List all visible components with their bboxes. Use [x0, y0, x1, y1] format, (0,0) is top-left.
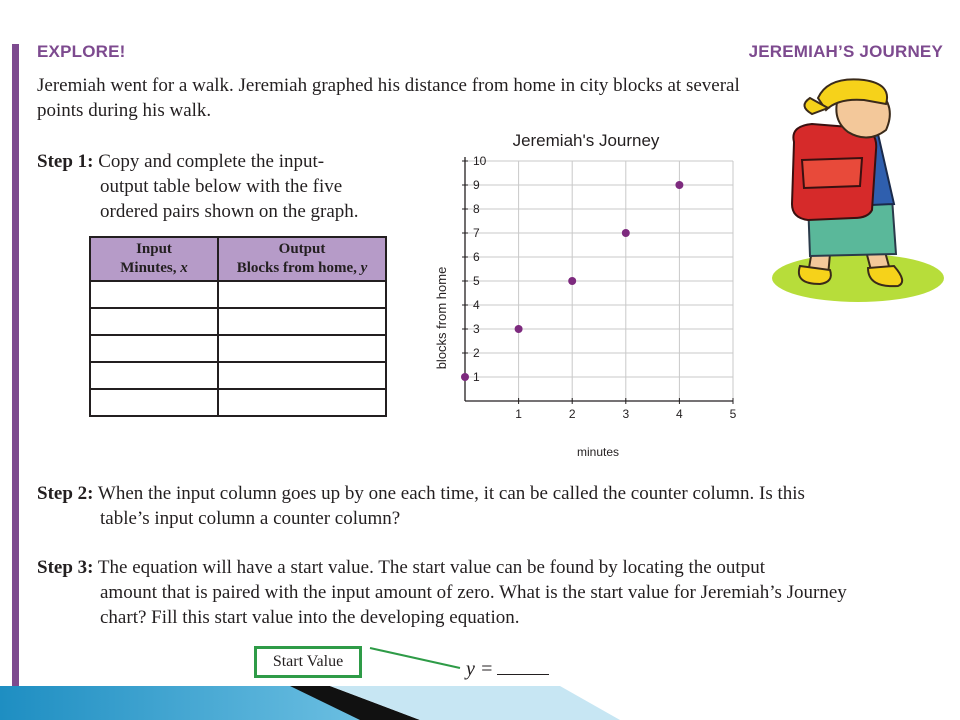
y-tick-label: 7	[473, 226, 480, 240]
developing-equation	[466, 656, 549, 681]
data-point	[568, 277, 576, 285]
output-column-header	[218, 237, 386, 281]
input-header-line-2: Minutes,	[120, 260, 181, 276]
left-shoe	[799, 266, 831, 284]
step-1-line-3: ordered pairs shown on the graph.	[100, 201, 359, 222]
y-tick-label: 5	[473, 274, 480, 288]
step-2	[37, 481, 917, 531]
chart-axes	[465, 157, 733, 401]
table-row	[90, 335, 386, 362]
step-1-line-2: output table below with the five	[100, 176, 343, 197]
output-header-line-1: Output	[278, 241, 326, 257]
table-row	[90, 281, 386, 308]
data-point	[515, 325, 523, 333]
step-2-line-2: table’s input column a counter column?	[100, 508, 401, 529]
chart-ticks	[462, 154, 737, 421]
table-row	[90, 362, 386, 389]
step-2-line-1: When the input column goes up by one each time, it can be called the counter column. Is this	[97, 483, 805, 504]
equation-blank[interactable]	[497, 656, 549, 675]
input-var: x	[180, 260, 188, 276]
step-2-label: Step 2:	[37, 483, 94, 504]
table-row	[90, 389, 386, 416]
x-tick-label: 3	[622, 407, 630, 421]
input-cell[interactable]	[90, 362, 218, 389]
y-tick-label: 2	[473, 346, 480, 360]
journey-scatter-chart	[428, 124, 748, 464]
output-cell[interactable]	[218, 362, 386, 389]
y-tick-label: 8	[473, 202, 480, 216]
data-point	[622, 229, 630, 237]
input-header-line-1: Input	[136, 241, 172, 257]
step-3	[37, 555, 937, 630]
input-cell[interactable]	[90, 281, 218, 308]
input-cell[interactable]	[90, 335, 218, 362]
table-row	[90, 308, 386, 335]
y-tick-label: 6	[473, 250, 480, 264]
input-column-header	[90, 237, 218, 281]
y-tick-label: 9	[473, 178, 480, 192]
footer-decoration	[0, 686, 960, 720]
output-var: y	[360, 260, 368, 276]
output-cell[interactable]	[218, 281, 386, 308]
grass-patch	[772, 254, 944, 302]
step-3-label: Step 3:	[37, 557, 94, 578]
y-tick-label: 1	[473, 370, 480, 384]
y-axis-label: blocks from home	[434, 266, 449, 370]
step-3-line-3: chart? Fill this start value into the developing equation.	[100, 607, 520, 628]
step-1-line-1: Copy and complete the input-	[98, 151, 325, 172]
backpack-pocket	[802, 158, 862, 188]
start-value-box: Start Value	[254, 646, 362, 678]
y-tick-label: 3	[473, 322, 480, 336]
walking-child-illustration	[768, 78, 948, 304]
chart-title: Jeremiah's Journey	[512, 131, 660, 150]
data-point	[461, 373, 469, 381]
chart-grid	[465, 161, 733, 401]
left-accent-bar	[12, 44, 19, 690]
intro-paragraph: Jeremiah went for a walk. Jeremiah graphed his distance from home in city blocks at several points during his walk.	[37, 75, 740, 121]
input-cell[interactable]	[90, 308, 218, 335]
x-tick-label: 1	[515, 407, 522, 421]
x-tick-label: 4	[676, 407, 683, 421]
data-point	[675, 181, 683, 189]
input-cell[interactable]	[90, 389, 218, 416]
step-1-label: Step 1:	[37, 151, 94, 172]
y-tick-label: 4	[473, 298, 480, 312]
step-1	[37, 149, 407, 224]
x-axis-label: minutes	[576, 445, 620, 459]
equation-text: y =	[466, 658, 494, 680]
x-tick-label: 5	[729, 407, 737, 421]
section-title: JEREMIAH’S JOURNEY	[748, 42, 943, 61]
y-tick-label: 10	[473, 154, 487, 168]
output-cell[interactable]	[218, 335, 386, 362]
step-3-line-1: The equation will have a start value. The start value can be found by locating the output	[97, 557, 765, 578]
start-value-connector	[368, 644, 468, 674]
output-header-line-2: Blocks from home,	[236, 260, 361, 276]
output-cell[interactable]	[218, 389, 386, 416]
output-cell[interactable]	[218, 308, 386, 335]
explore-header: EXPLORE!	[37, 42, 126, 61]
step-3-line-2: amount that is paired with the input amount of zero. What is the start value for Jeremiah’s Journey	[100, 582, 847, 603]
input-output-table	[89, 236, 387, 417]
x-tick-label: 2	[568, 407, 576, 421]
